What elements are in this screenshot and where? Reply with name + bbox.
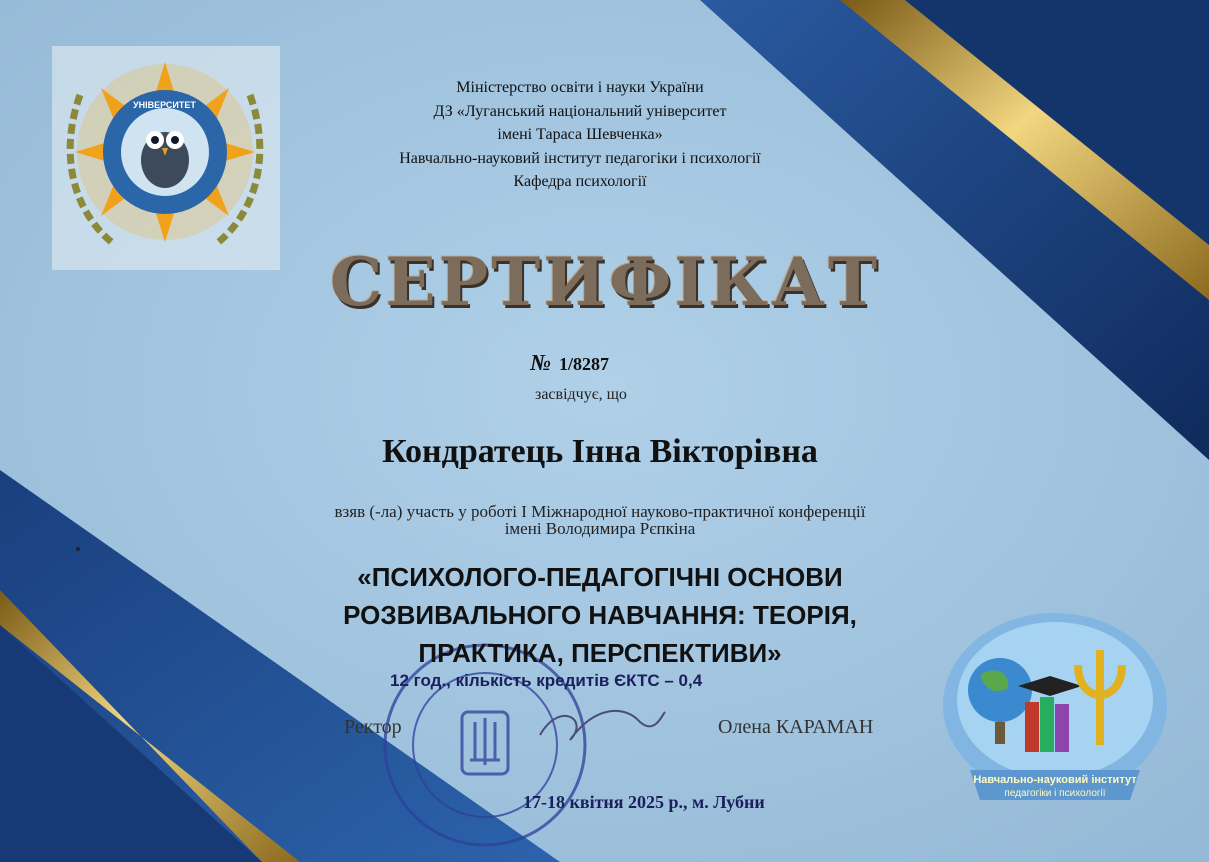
certificate-title: СЕРТИФІКАТ <box>329 243 881 321</box>
stray-dot <box>76 547 80 551</box>
certifies-text: засвідчує, що <box>535 386 627 403</box>
certificate-number <box>530 350 609 376</box>
university-logo-ring-text: УНІВЕРСИТЕТ <box>133 100 196 110</box>
topic-line-3: ПРАКТИКА, ПЕРСПЕКТИВИ» <box>418 638 782 668</box>
credits-text: 12 год., кількість кредитів ЄКТС – 0,4 <box>390 671 703 690</box>
participation-line-1: взяв (-ла) участь у роботі І Міжнародної науково-практичної конференції <box>334 502 866 521</box>
recipient-name: Кондратець Інна Вікторівна <box>382 433 818 470</box>
institute-line: Навчально-науковий інститут педагогіки і психології <box>399 149 761 167</box>
university-owl-emblem-icon <box>52 46 280 270</box>
issuer-header <box>330 76 830 194</box>
ministry-line: Міністерство освіти і науки України <box>456 79 704 96</box>
institute-logo-caption-2: педагогіки і психології <box>1004 788 1106 799</box>
department-line: Кафедра психології <box>513 173 647 190</box>
institute-globe-psi-icon <box>943 613 1167 800</box>
topic-line-1: «ПСИХОЛОГО-ПЕДАГОГІЧНІ ОСНОВИ <box>357 562 843 592</box>
conference-topic <box>250 558 950 672</box>
university-line: ДЗ «Луганський національний університет <box>433 102 727 120</box>
number-value: 1/8287 <box>559 354 610 374</box>
rector-label: Ректор <box>344 716 402 738</box>
event-date-place: 17-18 квітня 2025 р., м. Лубни <box>523 792 765 812</box>
number-sign: № <box>530 350 552 375</box>
university-name-line: імені Тараса Шевченка» <box>497 126 663 143</box>
participation-text <box>160 503 1040 537</box>
topic-line-2: РОЗВИВАЛЬНОГО НАВЧАННЯ: ТЕОРІЯ, <box>343 600 857 630</box>
rector-name: Олена КАРАМАН <box>718 716 874 738</box>
participation-line-2: імені Володимира Рєпкіна <box>504 519 696 538</box>
institute-logo-caption-1: Навчально-науковий інститут <box>973 774 1137 786</box>
